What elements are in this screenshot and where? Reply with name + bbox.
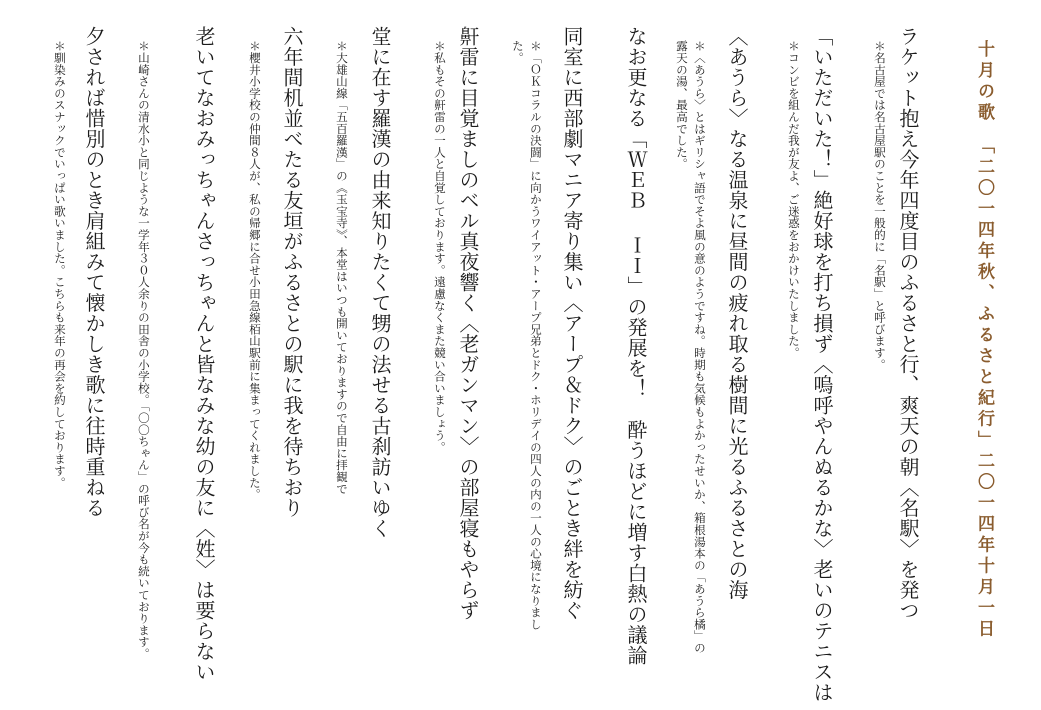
- poem-line: なお更なる「ＷＥＢ ＩＩ」の発展を！ 酔うほどに増す白熱の議論: [624, 26, 648, 666]
- poem-note: ＊〈あうら〉とはギリシャ語でそよ風の意のようですね。時期も気候もよかったせいか、箱根湯本の「あうら橘」の露天の湯、最高でした。: [674, 40, 707, 654]
- poem-note: ＊大雄山線「五百羅漢」の《玉宝寺》、本堂はいつも開いておりますので自由に拝観で: [334, 40, 349, 495]
- page-title: 十月の歌 「二〇一四年秋、ふるさと紀行」二〇一四年十月一日: [974, 40, 994, 641]
- poem-line: 老いてなおみっちゃんさっちゃんと皆なみな幼の友に〈姓〉は要らない: [192, 26, 216, 682]
- poem-note: ＊山崎さんの清水小と同じような一学年３０人余りの田舎の小学校。「〇〇ちゃん」の呼び名が今も続いております。: [136, 40, 151, 660]
- poem-line: 六年間机並べたる友垣がふるさとの駅に我を待ちおり: [280, 26, 304, 518]
- poem-line: 夕されば惜別のとき肩組みて懐かしき歌に往時重ねる: [82, 26, 106, 518]
- poem-note: ＊名古屋では名古屋駅のことを一般的に「名駅」と呼びます。: [872, 40, 887, 371]
- poem-note: ＊櫻井小学校の仲間８人が、私の帰郷に合せ小田急線栢山駅前に集まってくれました。: [247, 40, 262, 501]
- poem-note: ＊「ＯＫコラルの決闘」に向かうワイアット・アープ兄弟とドク・ホリデイの四人の内の一人の心境になりました。: [510, 40, 543, 630]
- poem-line: ラケット抱え今年四度目のふるさと行、爽天の朝〈名駅〉を発つ: [896, 26, 920, 621]
- poem-line: 堂に在す羅漢の由来知りたくて甥の法せる古刹訪いゆく: [368, 26, 392, 539]
- poem-note: ＊コンビを組んだ我が友よ、ご迷惑をおかけいたしました。: [786, 40, 801, 359]
- poem-note: ＊私もその鼾雷の一人と自覚しております。遠慮なくまた競い合いましょう。: [432, 40, 447, 453]
- poem-line: 〈あうら〉なる温泉に昼間の疲れ取る樹間に光るふるさとの海: [725, 26, 749, 600]
- poem-line: 「いただいた！」絶好球を打ち損ず〈嗚呼やんぬるかな〉老いのテニスは: [810, 26, 834, 703]
- poem-line: 鼾雷に目覚ましのベル真夜響く〈老ガンマン〉の部屋寝もやらず: [456, 26, 480, 621]
- poem-line: 同室に西部劇マニア寄り集い〈アープ＆ドク〉のごとき絆を紡ぐ: [560, 26, 584, 621]
- poem-note: ＊馴染みのスナックでいっぱい歌いました。こちらも来年の再会を約しております。: [52, 40, 67, 489]
